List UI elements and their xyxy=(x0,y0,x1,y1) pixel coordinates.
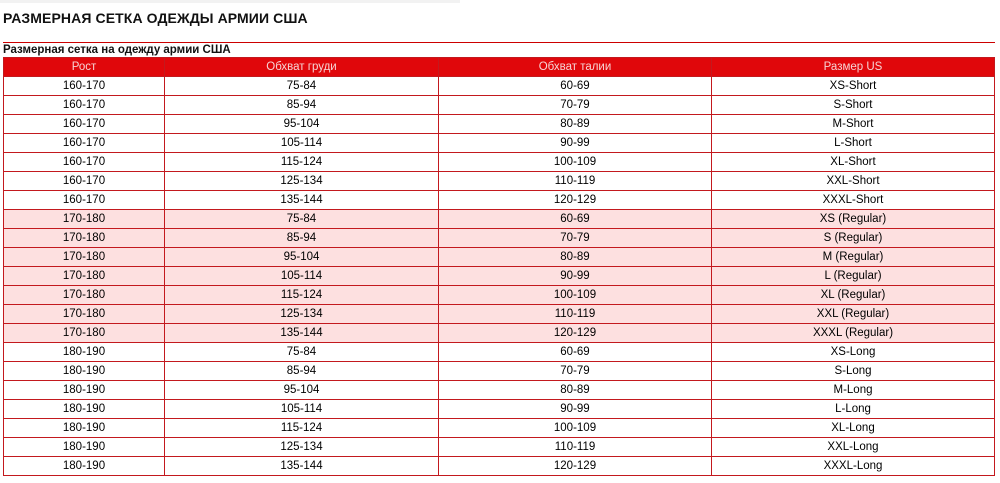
cell-chest-girth: 95-104 xyxy=(165,381,439,400)
cell-chest-girth: 135-144 xyxy=(165,324,439,343)
cell-chest-girth: 95-104 xyxy=(165,115,439,134)
cell-us-size: XL-Long xyxy=(712,419,995,438)
table-row xyxy=(4,96,995,115)
cell-height: 170-180 xyxy=(4,305,165,324)
cell-waist-girth: 60-69 xyxy=(439,77,712,96)
top-divider xyxy=(0,0,460,3)
cell-height: 170-180 xyxy=(4,324,165,343)
cell-chest-girth: 125-134 xyxy=(165,438,439,457)
cell-height: 180-190 xyxy=(4,343,165,362)
table-row xyxy=(4,229,995,248)
header-us-size: Размер US xyxy=(712,58,995,77)
cell-waist-girth: 110-119 xyxy=(439,438,712,457)
table-row xyxy=(4,324,995,343)
table-body xyxy=(4,77,995,476)
cell-us-size: XS-Short xyxy=(712,77,995,96)
table-row xyxy=(4,400,995,419)
cell-us-size: XXL (Regular) xyxy=(712,305,995,324)
cell-waist-girth: 100-109 xyxy=(439,286,712,305)
cell-us-size: XXXL (Regular) xyxy=(712,324,995,343)
cell-us-size: XXXL-Short xyxy=(712,191,995,210)
cell-us-size: S-Long xyxy=(712,362,995,381)
cell-chest-girth: 95-104 xyxy=(165,248,439,267)
table-row xyxy=(4,419,995,438)
cell-waist-girth: 120-129 xyxy=(439,191,712,210)
table-row xyxy=(4,210,995,229)
table-row xyxy=(4,134,995,153)
cell-waist-girth: 60-69 xyxy=(439,343,712,362)
cell-waist-girth: 120-129 xyxy=(439,457,712,476)
header-waist-girth: Обхват талии xyxy=(439,58,712,77)
cell-chest-girth: 125-134 xyxy=(165,172,439,191)
cell-height: 180-190 xyxy=(4,381,165,400)
cell-us-size: XL-Short xyxy=(712,153,995,172)
cell-waist-girth: 60-69 xyxy=(439,210,712,229)
cell-us-size: L (Regular) xyxy=(712,267,995,286)
cell-chest-girth: 135-144 xyxy=(165,191,439,210)
cell-us-size: L-Short xyxy=(712,134,995,153)
table-header-row xyxy=(4,58,995,77)
table-row xyxy=(4,153,995,172)
table-row xyxy=(4,305,995,324)
cell-height: 180-190 xyxy=(4,362,165,381)
cell-height: 180-190 xyxy=(4,419,165,438)
cell-height: 170-180 xyxy=(4,286,165,305)
cell-waist-girth: 70-79 xyxy=(439,96,712,115)
cell-height: 180-190 xyxy=(4,438,165,457)
cell-us-size: M (Regular) xyxy=(712,248,995,267)
size-chart-table xyxy=(3,57,995,476)
cell-height: 160-170 xyxy=(4,115,165,134)
header-height: Рост xyxy=(4,58,165,77)
cell-waist-girth: 90-99 xyxy=(439,400,712,419)
cell-us-size: M-Long xyxy=(712,381,995,400)
cell-height: 160-170 xyxy=(4,153,165,172)
cell-chest-girth: 115-124 xyxy=(165,286,439,305)
cell-us-size: L-Long xyxy=(712,400,995,419)
cell-chest-girth: 135-144 xyxy=(165,457,439,476)
cell-waist-girth: 80-89 xyxy=(439,248,712,267)
cell-chest-girth: 75-84 xyxy=(165,210,439,229)
cell-waist-girth: 110-119 xyxy=(439,305,712,324)
cell-height: 170-180 xyxy=(4,248,165,267)
cell-waist-girth: 100-109 xyxy=(439,153,712,172)
cell-chest-girth: 115-124 xyxy=(165,419,439,438)
cell-height: 160-170 xyxy=(4,191,165,210)
cell-us-size: S (Regular) xyxy=(712,229,995,248)
title-divider xyxy=(3,42,995,43)
cell-waist-girth: 90-99 xyxy=(439,267,712,286)
table-row xyxy=(4,286,995,305)
cell-us-size: XXXL-Long xyxy=(712,457,995,476)
cell-waist-girth: 80-89 xyxy=(439,115,712,134)
table-row xyxy=(4,191,995,210)
cell-height: 180-190 xyxy=(4,457,165,476)
cell-us-size: M-Short xyxy=(712,115,995,134)
table-row xyxy=(4,172,995,191)
table-row xyxy=(4,438,995,457)
cell-chest-girth: 75-84 xyxy=(165,343,439,362)
cell-chest-girth: 105-114 xyxy=(165,134,439,153)
cell-us-size: XS (Regular) xyxy=(712,210,995,229)
page-title: РАЗМЕРНАЯ СЕТКА ОДЕЖДЫ АРМИИ США xyxy=(3,10,308,26)
cell-waist-girth: 70-79 xyxy=(439,362,712,381)
table-caption: Размерная сетка на одежду армии США xyxy=(3,44,231,56)
table-row xyxy=(4,77,995,96)
cell-height: 160-170 xyxy=(4,96,165,115)
cell-waist-girth: 100-109 xyxy=(439,419,712,438)
cell-waist-girth: 120-129 xyxy=(439,324,712,343)
table-row xyxy=(4,248,995,267)
cell-height: 160-170 xyxy=(4,172,165,191)
table-row xyxy=(4,115,995,134)
cell-waist-girth: 90-99 xyxy=(439,134,712,153)
cell-chest-girth: 75-84 xyxy=(165,77,439,96)
cell-height: 160-170 xyxy=(4,77,165,96)
table-row xyxy=(4,343,995,362)
table-row xyxy=(4,267,995,286)
cell-us-size: XXL-Long xyxy=(712,438,995,457)
cell-height: 170-180 xyxy=(4,229,165,248)
cell-waist-girth: 110-119 xyxy=(439,172,712,191)
cell-us-size: XL (Regular) xyxy=(712,286,995,305)
table-row xyxy=(4,362,995,381)
cell-chest-girth: 85-94 xyxy=(165,96,439,115)
cell-waist-girth: 70-79 xyxy=(439,229,712,248)
cell-height: 170-180 xyxy=(4,267,165,286)
cell-waist-girth: 80-89 xyxy=(439,381,712,400)
cell-chest-girth: 105-114 xyxy=(165,267,439,286)
cell-us-size: S-Short xyxy=(712,96,995,115)
cell-chest-girth: 85-94 xyxy=(165,229,439,248)
header-chest-girth: Обхват груди xyxy=(165,58,439,77)
cell-chest-girth: 125-134 xyxy=(165,305,439,324)
cell-chest-girth: 105-114 xyxy=(165,400,439,419)
cell-height: 170-180 xyxy=(4,210,165,229)
cell-height: 180-190 xyxy=(4,400,165,419)
table-row xyxy=(4,381,995,400)
cell-chest-girth: 85-94 xyxy=(165,362,439,381)
cell-us-size: XXL-Short xyxy=(712,172,995,191)
cell-us-size: XS-Long xyxy=(712,343,995,362)
cell-chest-girth: 115-124 xyxy=(165,153,439,172)
cell-height: 160-170 xyxy=(4,134,165,153)
table-row xyxy=(4,457,995,476)
